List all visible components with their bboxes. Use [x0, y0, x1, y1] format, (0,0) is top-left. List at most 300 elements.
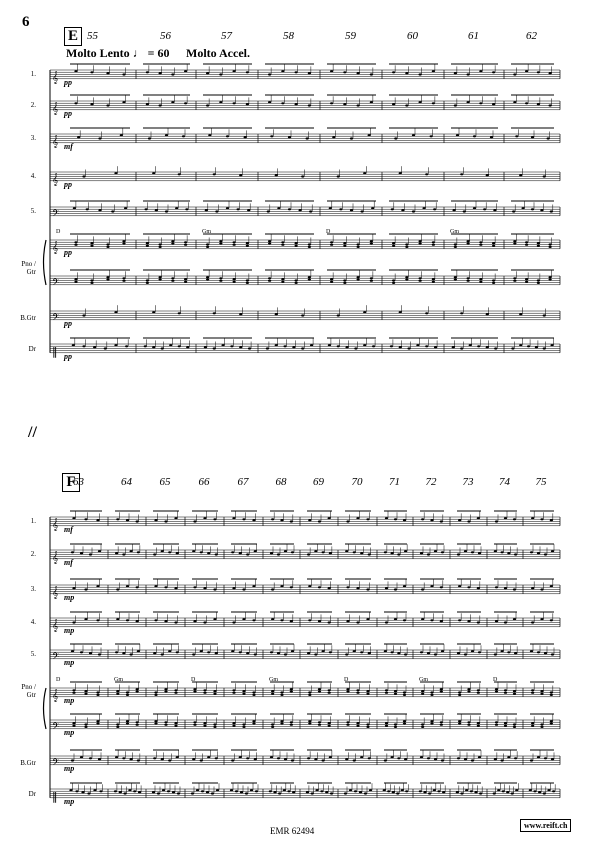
chord-note: [432, 244, 435, 246]
note-head: [122, 240, 125, 242]
note-head: [205, 209, 208, 211]
note-head: [346, 620, 349, 622]
chord-note: [96, 694, 99, 696]
note-head: [421, 723, 424, 725]
note-head: [370, 73, 373, 75]
note-head: [308, 72, 311, 74]
chord-note: [159, 246, 162, 248]
chord-note: [136, 724, 139, 726]
note-head: [454, 276, 457, 278]
note-head: [361, 210, 364, 212]
piano-brace: [44, 688, 47, 729]
note-head: [246, 652, 249, 654]
note-head: [242, 588, 245, 590]
note-head: [311, 792, 314, 794]
note-head: [207, 756, 210, 758]
note-head: [204, 346, 207, 348]
chord-note: [357, 246, 360, 248]
note-head: [385, 722, 388, 724]
note-head: [392, 279, 395, 281]
note-head: [513, 690, 516, 692]
chord-note: [467, 724, 470, 726]
note-head: [211, 792, 214, 794]
note-head: [283, 345, 286, 347]
note-head: [366, 618, 369, 620]
note-head: [178, 312, 181, 314]
note-head: [213, 312, 216, 314]
note-head: [404, 758, 407, 760]
note-head: [537, 651, 540, 653]
note-head: [384, 759, 387, 761]
note-head: [434, 346, 437, 348]
note-head: [275, 313, 278, 315]
note-head: [72, 587, 75, 589]
note-head: [507, 756, 510, 758]
note-head: [385, 621, 388, 623]
chord-note: [268, 280, 271, 282]
note-head: [291, 551, 294, 553]
note-head: [502, 790, 505, 792]
note-head: [551, 758, 554, 760]
note-head: [288, 208, 291, 210]
note-head: [310, 344, 313, 346]
note-head: [356, 722, 359, 724]
note-head: [530, 759, 533, 761]
note-head: [84, 588, 87, 590]
note-head: [471, 759, 474, 761]
note-head: [515, 135, 518, 137]
note-head: [174, 621, 177, 623]
note-head: [153, 757, 156, 759]
measure-number: 72: [425, 476, 437, 488]
note-head: [114, 344, 117, 346]
note-head: [440, 586, 443, 588]
note-head: [213, 723, 216, 725]
note-head: [537, 552, 540, 554]
note-head: [159, 276, 162, 278]
note-head: [430, 519, 433, 521]
note-head: [246, 757, 249, 759]
note-head: [99, 790, 102, 792]
chord-note: [193, 724, 196, 726]
note-head: [420, 552, 423, 554]
note-head: [116, 518, 119, 520]
chord-note: [346, 691, 349, 693]
note-head: [207, 651, 210, 653]
note-head: [290, 620, 293, 622]
note-head: [232, 689, 235, 691]
note-head: [328, 722, 331, 724]
note-head: [115, 756, 118, 758]
note-head: [84, 518, 87, 520]
note-head: [370, 101, 373, 103]
note-head: [478, 552, 481, 554]
chord-note: [343, 282, 346, 284]
note-head: [456, 134, 459, 136]
chord-note: [430, 694, 433, 696]
note-head: [299, 209, 302, 211]
chord-note: [328, 692, 331, 694]
note-head: [184, 70, 187, 72]
note-head: [330, 70, 333, 72]
chord-note: [295, 245, 298, 247]
clef: 𝄢: [52, 756, 60, 770]
note-head: [421, 518, 424, 520]
note-head: [116, 618, 119, 620]
note-head: [126, 619, 129, 621]
chord-note: [206, 279, 209, 281]
note-head: [441, 759, 444, 761]
note-head: [493, 792, 496, 794]
note-head: [540, 690, 543, 692]
note-head: [275, 174, 278, 176]
chord-note: [171, 280, 174, 282]
note-head: [136, 721, 139, 723]
note-head: [196, 789, 199, 791]
note-head: [467, 240, 470, 242]
note-head: [478, 651, 481, 653]
note-head: [308, 585, 311, 587]
note-head: [307, 652, 310, 654]
chord-symbol: D: [344, 677, 349, 683]
note-head: [328, 621, 331, 623]
note-head: [226, 207, 229, 209]
note-head: [96, 720, 99, 722]
percussion-clef: ‖: [52, 789, 58, 803]
chord-note: [537, 245, 540, 247]
note-head: [213, 518, 216, 520]
chord-note: [343, 245, 346, 247]
note-head: [71, 551, 74, 553]
chord-note: [233, 281, 236, 283]
note-head: [284, 653, 287, 655]
note-head: [470, 790, 473, 792]
note-head: [271, 588, 274, 590]
measure-number: 70: [351, 476, 363, 488]
note-head: [531, 517, 534, 519]
note-head: [239, 756, 242, 758]
note-head: [458, 691, 461, 693]
note-head: [504, 517, 507, 519]
clef: 𝄞: [52, 550, 59, 564]
chord-note: [513, 280, 516, 282]
note-head: [231, 759, 234, 761]
note-head: [504, 689, 507, 691]
note-head: [467, 620, 470, 622]
note-head: [401, 789, 404, 791]
note-head: [240, 791, 243, 793]
note-head: [93, 346, 96, 348]
dynamic-marking: pp: [64, 78, 72, 87]
note-head: [284, 758, 287, 760]
note-head: [89, 652, 92, 654]
note-head: [184, 241, 187, 243]
note-head: [268, 101, 271, 103]
note-head: [419, 73, 422, 75]
chord-note: [308, 723, 311, 725]
note-head: [126, 691, 129, 693]
chord-note: [440, 724, 443, 726]
note-head: [479, 792, 482, 794]
note-head: [165, 134, 168, 136]
note-head: [216, 789, 219, 791]
note-head: [171, 277, 174, 279]
note-head: [136, 586, 139, 588]
note-head: [363, 344, 366, 346]
note-head: [394, 690, 397, 692]
note-head: [494, 347, 497, 349]
note-head: [184, 278, 187, 280]
note-head: [425, 312, 428, 314]
note-head: [454, 104, 457, 106]
note-head: [357, 104, 360, 106]
measure-number: 56: [160, 30, 171, 42]
note-head: [511, 347, 514, 349]
note-head: [252, 619, 255, 621]
measure-number: 64: [121, 476, 132, 488]
note-head: [277, 652, 280, 654]
note-head: [434, 653, 437, 655]
note-head: [221, 344, 224, 346]
note-head: [354, 347, 357, 349]
note-head: [533, 790, 536, 792]
note-head: [349, 789, 352, 791]
chord-note: [477, 725, 480, 727]
note-head: [146, 279, 149, 281]
note-head: [130, 758, 133, 760]
note-head: [353, 551, 356, 553]
note-head: [239, 313, 242, 315]
note-head: [543, 314, 546, 316]
note-head: [405, 276, 408, 278]
note-head: [385, 689, 388, 691]
note-head: [81, 791, 84, 793]
note-head: [514, 757, 517, 759]
note-head: [399, 172, 402, 174]
note-head: [250, 789, 253, 791]
note-head: [495, 620, 498, 622]
note-head: [513, 240, 516, 242]
note-head: [182, 135, 185, 137]
note-head: [339, 208, 342, 210]
note-head: [80, 651, 83, 653]
chord-note: [403, 694, 406, 696]
note-head: [280, 619, 283, 621]
note-head: [394, 137, 397, 139]
note-head: [492, 103, 495, 105]
note-head: [423, 791, 426, 793]
note-head: [465, 789, 468, 791]
note-head: [337, 314, 340, 316]
note-head: [232, 722, 235, 724]
note-head: [164, 586, 167, 588]
website-link[interactable]: www.reift.ch: [520, 819, 571, 832]
note-head: [328, 587, 331, 589]
note-head: [308, 276, 311, 278]
chord-note: [330, 244, 333, 246]
note-head: [366, 723, 369, 725]
note-head: [345, 550, 348, 552]
note-head: [267, 210, 270, 212]
note-head: [504, 621, 507, 623]
note-head: [252, 519, 255, 521]
staff-label: 2.: [30, 550, 36, 558]
chord-note: [242, 726, 245, 728]
note-head: [433, 208, 436, 210]
chord-note: [159, 279, 162, 281]
note-head: [287, 790, 290, 792]
chord-note: [419, 280, 422, 282]
measure-number: 65: [159, 476, 171, 488]
chord-note: [213, 693, 216, 695]
chord-note: [193, 691, 196, 693]
note-head: [159, 243, 162, 245]
note-head: [543, 347, 546, 349]
chord-note: [549, 279, 552, 281]
chord-note: [454, 279, 457, 281]
staff-label: 1.: [30, 517, 36, 525]
chord-note: [318, 691, 321, 693]
note-head: [337, 175, 340, 177]
chord-symbol: Gm: [450, 229, 459, 235]
note-head: [122, 101, 125, 103]
note-head: [363, 172, 366, 174]
measure-number: 66: [198, 476, 210, 488]
note-head: [513, 73, 516, 75]
note-head: [453, 209, 456, 211]
note-head: [193, 620, 196, 622]
note-head: [537, 103, 540, 105]
note-head: [252, 691, 255, 693]
note-head: [174, 689, 177, 691]
chord-note: [219, 280, 222, 282]
chord-note: [432, 281, 435, 283]
note-head: [460, 792, 463, 794]
chord-note: [479, 281, 482, 283]
note-head: [356, 517, 359, 519]
note-head: [460, 347, 463, 349]
note-head: [467, 73, 470, 75]
note-head: [527, 345, 530, 347]
note-head: [136, 520, 139, 522]
note-head: [531, 722, 534, 724]
chord-note: [495, 724, 498, 726]
note-head: [96, 691, 99, 693]
note-head: [72, 517, 75, 519]
note-head: [495, 721, 498, 723]
note-head: [368, 652, 371, 654]
note-head: [467, 688, 470, 690]
note-head: [495, 688, 498, 690]
note-head: [343, 103, 346, 105]
chord-note: [392, 282, 395, 284]
note-head: [359, 791, 362, 793]
note-head: [419, 790, 422, 792]
note-head: [372, 345, 375, 347]
chord-note: [421, 693, 424, 695]
dynamic-marking: mf: [64, 525, 73, 534]
note-head: [136, 688, 139, 690]
note-head: [84, 690, 87, 692]
note-head: [175, 207, 178, 209]
note-head: [346, 520, 349, 522]
note-head: [403, 519, 406, 521]
chord-note: [290, 724, 293, 726]
note-head: [492, 242, 495, 244]
staff-label: 1.: [30, 70, 36, 78]
note-head: [366, 518, 369, 520]
note-head: [145, 208, 148, 210]
note-head: [467, 721, 470, 723]
note-head: [168, 551, 171, 553]
chord-note: [154, 694, 157, 696]
note-head: [401, 209, 404, 211]
note-head: [176, 651, 179, 653]
note-head: [291, 650, 294, 652]
note-head: [215, 210, 218, 212]
chord-note: [122, 243, 125, 245]
note-head: [162, 789, 165, 791]
note-head: [89, 757, 92, 759]
note-head: [504, 722, 507, 724]
measure-number: 68: [275, 476, 287, 488]
note-head: [270, 135, 273, 137]
note-head: [268, 240, 271, 242]
note-head: [230, 345, 233, 347]
note-head: [203, 517, 206, 519]
note-head: [531, 621, 534, 623]
note-head: [309, 210, 312, 212]
note-head: [231, 551, 234, 553]
chord-note: [206, 246, 209, 248]
chord-note: [392, 245, 395, 247]
chord-note: [280, 694, 283, 696]
note-head: [530, 551, 533, 553]
chord-note: [281, 281, 284, 283]
note-head: [464, 550, 467, 552]
note-head: [74, 102, 77, 104]
note-head: [370, 277, 373, 279]
note-head: [407, 347, 410, 349]
note-head: [193, 721, 196, 723]
note-head: [215, 652, 218, 654]
note-head: [437, 790, 440, 792]
note-head: [421, 588, 424, 590]
note-head: [329, 756, 332, 758]
note-head: [345, 346, 348, 348]
measure-number: 63: [73, 476, 84, 488]
note-head: [432, 241, 435, 243]
note-head: [116, 723, 119, 725]
measure-number: 55: [87, 30, 98, 42]
note-head: [501, 759, 504, 761]
note-head: [544, 652, 547, 654]
note-head: [71, 650, 74, 652]
note-head: [513, 518, 516, 520]
note-head: [479, 241, 482, 243]
note-head: [425, 345, 428, 347]
note-head: [440, 721, 443, 723]
note-head: [404, 550, 407, 552]
chord-note: [136, 691, 139, 693]
note-head: [98, 758, 101, 760]
note-head: [543, 792, 546, 794]
note-head: [404, 653, 407, 655]
note-head: [122, 757, 125, 759]
note-head: [232, 621, 235, 623]
note-head: [192, 758, 195, 760]
note-head: [477, 517, 480, 519]
